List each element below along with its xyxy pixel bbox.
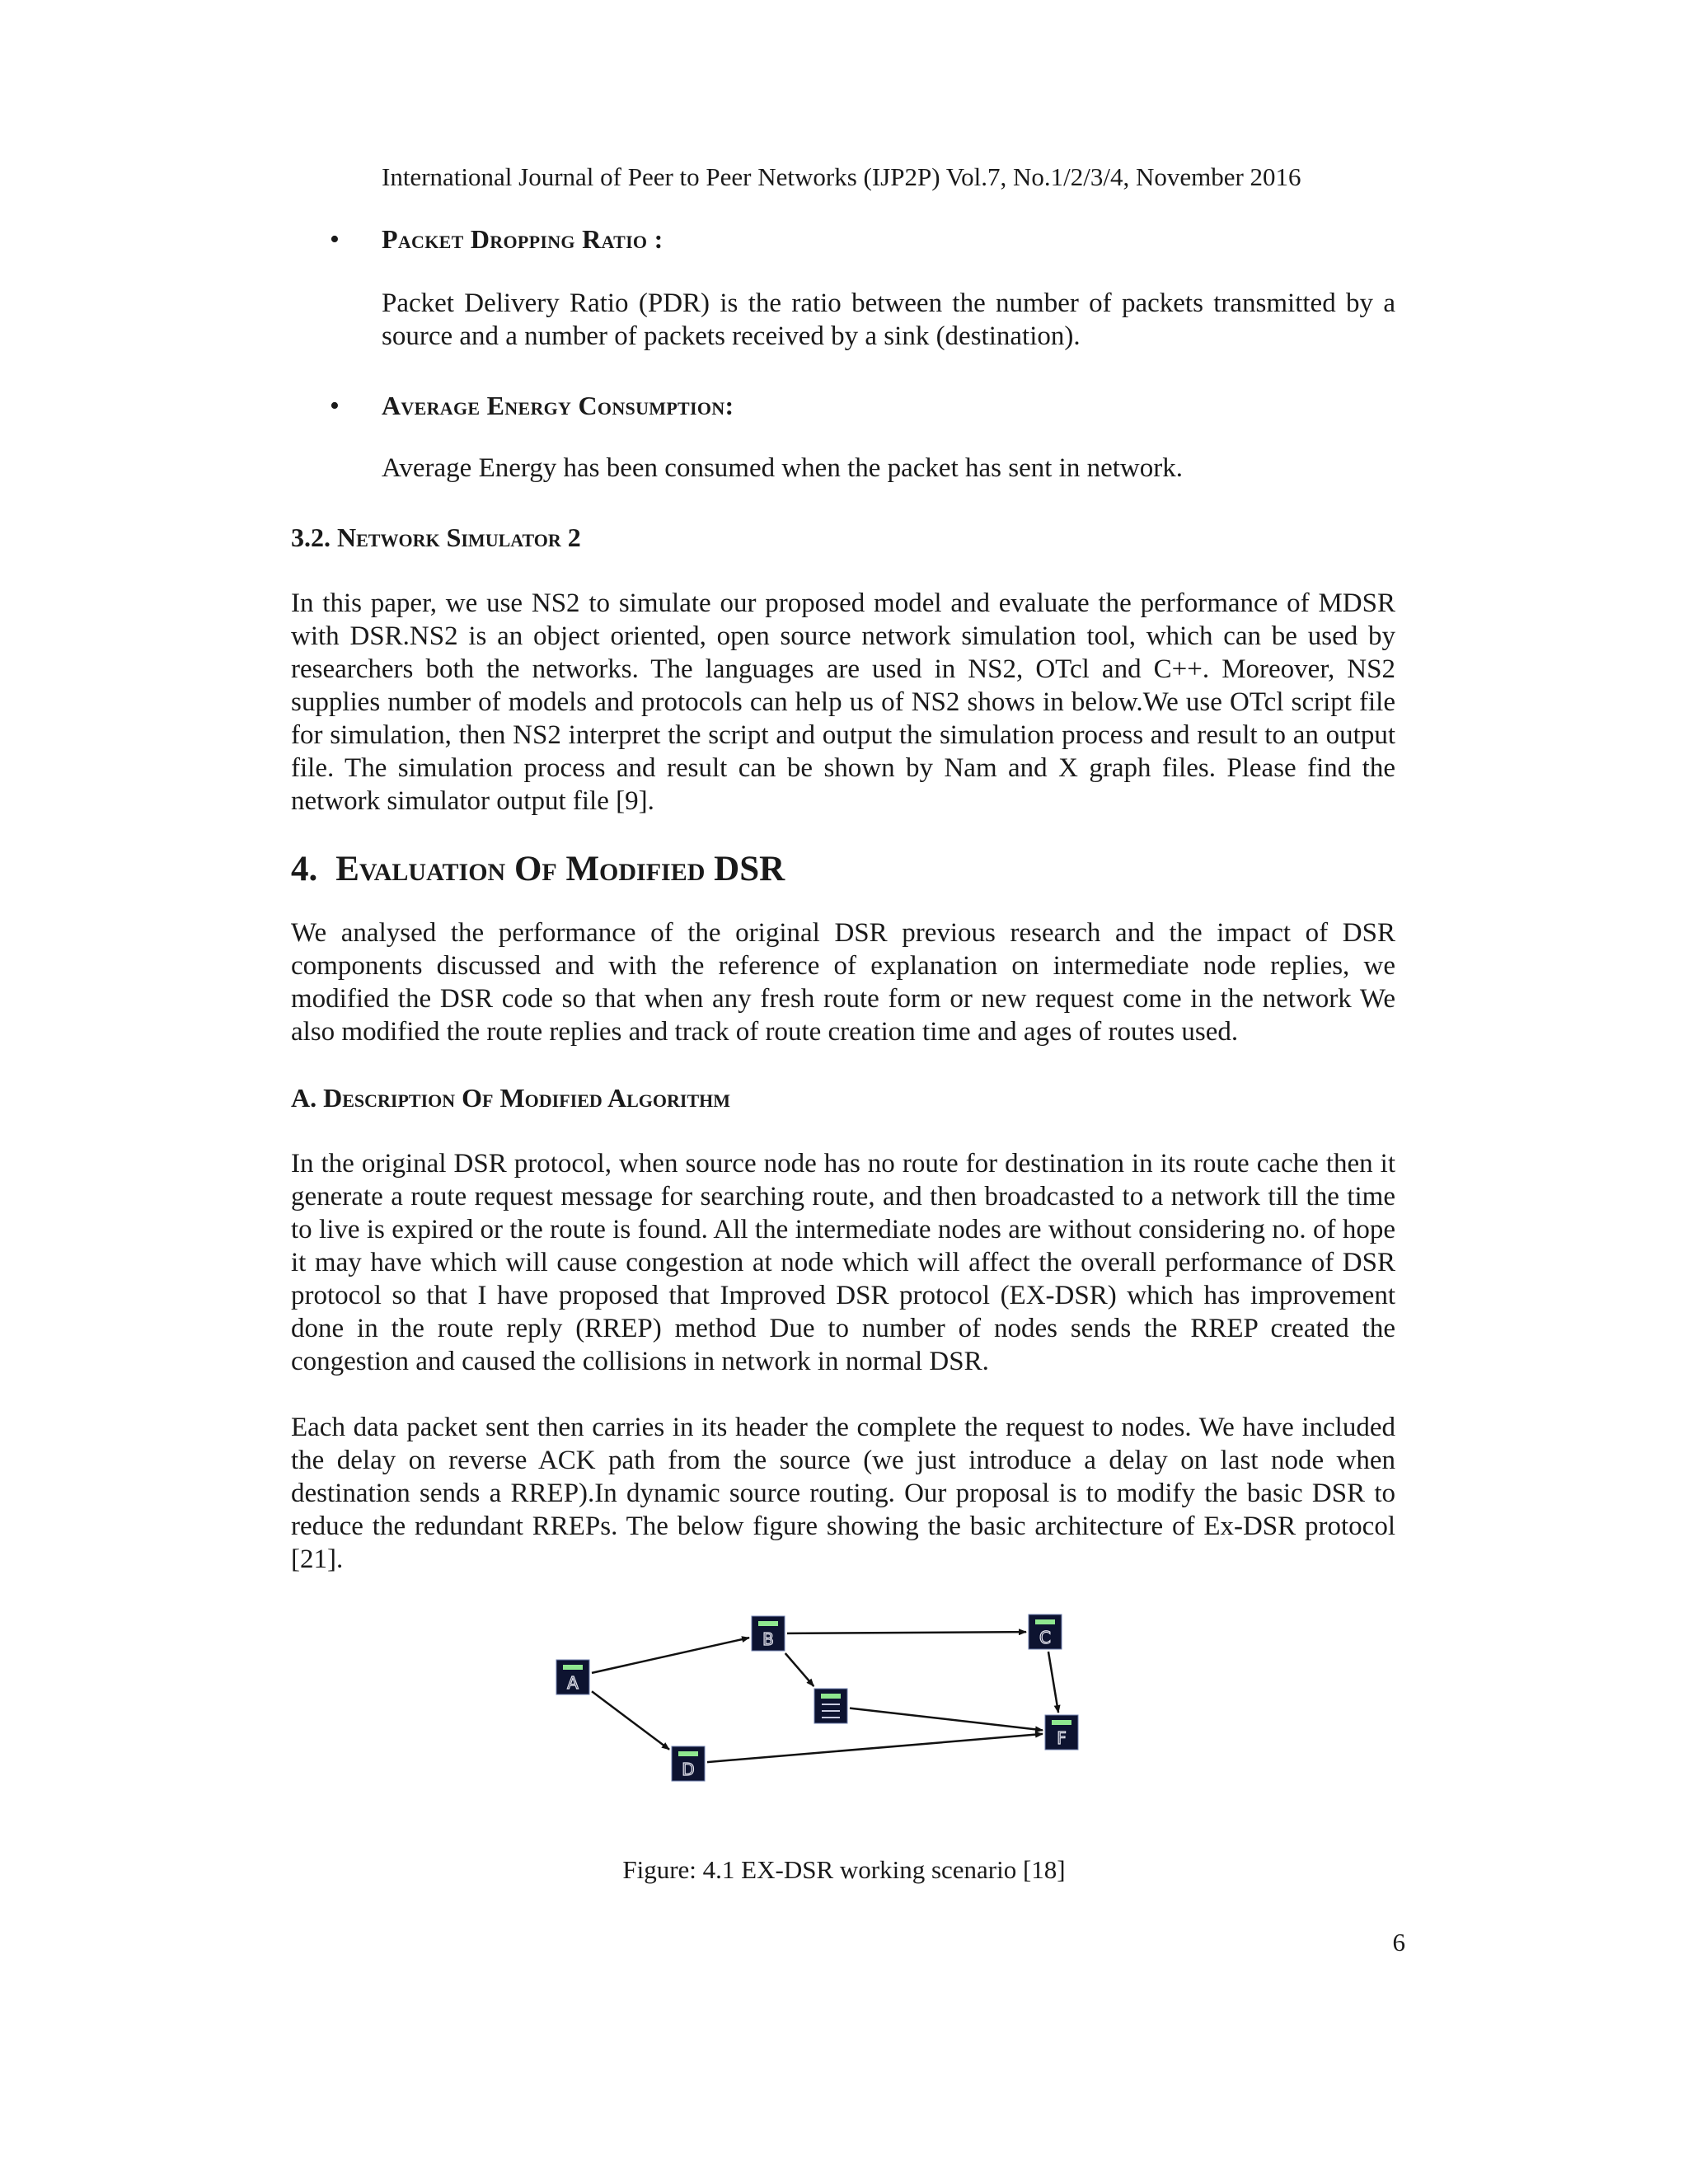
subsection-a-para-1: In the original DSR protocol, when source node has no route for destination in its route cache then it generate a route request message for searching route, and then broadcasted to a network till the time to live is expired or the route is found. All the intermediate nodes are without considering no. of hope it may have which will cause congestion at node which will affect the overall performance of DSR protocol so that I have proposed that Improved DSR protocol (EX-DSR) which has improvement done in the route reply (RREP) method Due to number of nodes sends the RREP created the congestion and caused the collisions in network in normal DSR. — [291, 1149, 1395, 1376]
edge-a-b — [592, 1638, 749, 1673]
edge-e-f — [850, 1708, 1043, 1731]
node-b — [752, 1616, 785, 1651]
node-status-bar — [678, 1751, 698, 1756]
node-a — [556, 1660, 589, 1694]
bullet-body: Packet Delivery Ratio (PDR) is the ratio between the number of packets transmitted by a source and a number of packets received by a sink (destination). — [382, 288, 1395, 351]
bullet-heading: Packet Dropping Ratio : — [382, 224, 663, 254]
node-label: C — [1039, 1628, 1051, 1647]
bullet-packet-dropping-ratio — [330, 223, 663, 256]
node-e — [814, 1689, 847, 1723]
network-diagram — [544, 1599, 1096, 1797]
node-label: B — [762, 1629, 774, 1649]
node-c — [1029, 1615, 1062, 1649]
node-d — [672, 1746, 705, 1781]
bullet-average-energy — [330, 389, 734, 423]
edge-b-c — [787, 1632, 1026, 1633]
edge-c-f — [1048, 1652, 1058, 1713]
subsection-a-para-2: Each data packet sent then carries in its header the complete the request to nodes. We have included the delay on reverse ACK path from the source (we just introduce a delay on last node when destination sends a RREP).In dynamic source routing. Our proposal is to modify the basic DSR to reduce the redundant RREPs. The below figure showing the basic architecture of Ex-DSR protocol [21]. — [291, 1413, 1395, 1574]
node-status-bar — [758, 1621, 778, 1626]
section-4-body: We analysed the performance of the original DSR previous research and the impact of DSR components discussed and with the reference of explanation on intermediate node replies, we modified the DSR code so that when any fresh route form or new request come in the network We also modified the route replies and track of route creation time and ages of routes used. — [291, 918, 1395, 1047]
node-status-bar — [1035, 1619, 1055, 1624]
journal-header: International Journal of Peer to Peer Networks (IJP2P) Vol.7, No.1/2/3/4, November 2016 — [382, 162, 1301, 191]
section-4-title: Evaluation Of Modified DSR — [335, 850, 785, 888]
node-lines-2 — [822, 1717, 840, 1718]
section-3-2-heading: 3.2. Network Simulator 2 — [291, 523, 581, 552]
edge-d-f — [707, 1734, 1043, 1762]
node-status-bar — [821, 1694, 841, 1699]
page-number: 6 — [1392, 1928, 1405, 1957]
edge-b-e — [785, 1653, 814, 1686]
node-label: A — [567, 1673, 579, 1693]
section-4-number: 4. — [291, 850, 318, 888]
node-status-bar — [1052, 1720, 1071, 1725]
node-status-bar — [563, 1665, 583, 1670]
bullet-dot-icon: • — [330, 391, 340, 421]
section-4-heading — [291, 849, 785, 890]
edge-a-d — [592, 1691, 669, 1750]
node-lines-1 — [822, 1710, 840, 1712]
node-label: F — [1057, 1728, 1067, 1748]
bullet-dot-icon: • — [330, 224, 340, 255]
subsection-a-heading: A. Description Of Modified Algorithm — [291, 1083, 731, 1113]
node-f — [1045, 1715, 1078, 1750]
bullet-heading: Average Energy Consumption: — [382, 391, 734, 420]
node-label: D — [682, 1760, 695, 1779]
node-lines-0 — [822, 1704, 840, 1705]
section-3-2-body: In this paper, we use NS2 to simulate our proposed model and evaluate the performance of MDSR with DSR.NS2 is an object oriented, open source network simulation tool, which can be used by researchers both the networks. The languages are used in NS2, OTcl and C++. Moreover, NS2 supplies number of models and protocols can help us of NS2 shows in below.We use OTcl script file for simulation, then NS2 interpret the script and output the simulation process and result to an output file. The simulation process and result can be shown by Nam and X graph files. Please find the network simulator output file [9]. — [291, 588, 1395, 816]
figure-caption: Figure: 4.1 EX-DSR working scenario [18] — [622, 1855, 1066, 1884]
figure-ex-dsr-diagram — [544, 1599, 1096, 1797]
bullet-body: Average Energy has been consumed when the packet has sent in network. — [382, 453, 1183, 483]
